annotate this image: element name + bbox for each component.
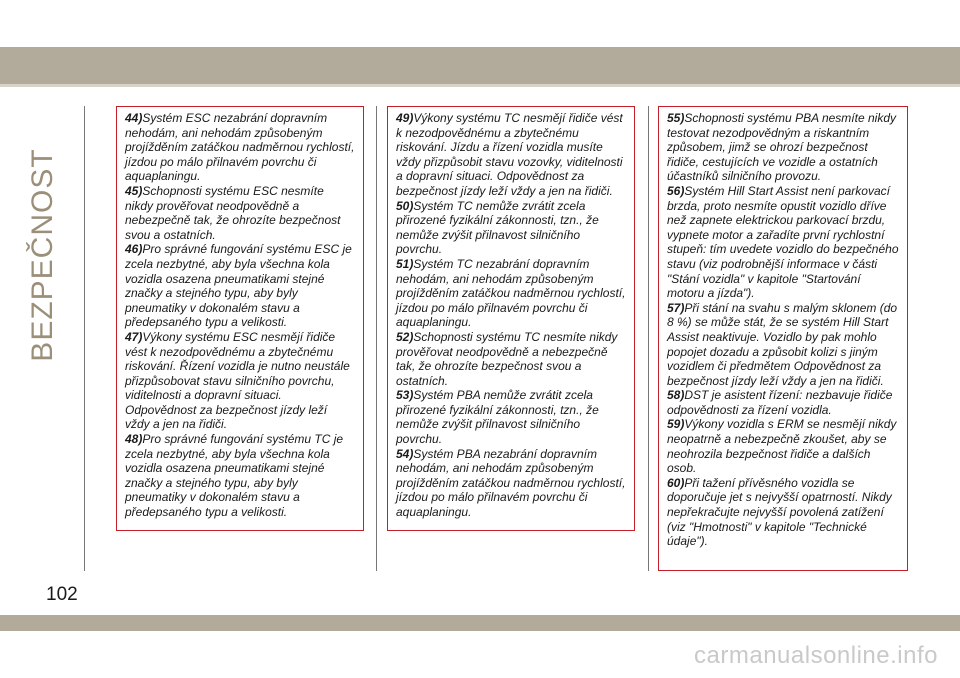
warning-paragraph — [125, 184, 355, 242]
warning-text: Při tažení přívěsného vozidla se doporučuje jet s nejvyšší opatrností. Nikdy nepřekračujte nejvyšší povolená zatížení (viz "Hmotnosti" v kapitole "Technické údaje"). — [667, 475, 892, 549]
section-title: BEZPEČNOST — [26, 148, 59, 362]
warning-text: Schopnosti systému TC nesmíte nikdy prověřovat neodpovědně a nebezpečně tak, že ohrozíte bezpečnost svou a ostatních. — [396, 329, 618, 388]
warning-number: 60) — [667, 475, 685, 490]
warning-text: Pro správné fungování systému ESC je zcela nezbytné, aby byla všechna kola vozidla osazena pneumatikami stejné značky a stejného typu, aby byly pneumatiky v dokonalém stavu a předepsaného typu a velikosti. — [125, 242, 352, 330]
warning-paragraph — [396, 388, 626, 446]
side-rule — [84, 106, 85, 571]
warning-number: 49) — [396, 111, 414, 125]
warning-number: 54) — [396, 446, 414, 461]
warning-paragraph — [125, 330, 355, 432]
warning-number: 44) — [125, 111, 143, 125]
warning-text: Systém TC nezabrání dopravním nehodám, ani nehodám způsobeným projížděním zatáčkou nadměrnou rychlostí, jízdou po málo přilnavém povrchu či aquaplaningu. — [396, 256, 626, 330]
warning-paragraph — [396, 199, 626, 257]
page-number: 102 — [46, 584, 78, 605]
warning-paragraph — [125, 432, 355, 520]
warning-paragraph — [396, 257, 626, 330]
warning-number: 46) — [125, 242, 143, 257]
warning-number: 50) — [396, 198, 414, 213]
warning-box-col3 — [658, 106, 908, 571]
column-divider — [376, 106, 377, 571]
warning-number: 55) — [667, 111, 685, 125]
warning-paragraph — [667, 417, 899, 475]
warning-paragraph — [396, 330, 626, 388]
warning-number: 57) — [667, 300, 685, 315]
warning-box-col1 — [116, 106, 364, 531]
warning-number: 53) — [396, 388, 414, 403]
warning-text: Schopnosti systému ESC nesmíte nikdy prověřovat neodpovědně a nebezpečně tak, že ohrozíte bezpečnost svou a ostatních. — [125, 183, 341, 242]
warning-text: Pro správné fungování systému TC je zcela nezbytné, aby byla všechna kola vozidla osazena pneumatikami stejné značky a stejného typu, aby byly pneumatiky v dokonalém stavu a předepsaného typu a velikosti. — [125, 432, 344, 520]
warning-text: Při stání na svahu s malým sklonem (do 8 %) se může stát, že se systém Hill Start Assist neaktivuje. Vozidlo by pak mohlo popojet dozadu a způsobit kolizi s jiným vozidlem či předmětem Odpovědnost za bezpečnost jízdy leží vždy a jen na řidiči. — [667, 300, 898, 388]
warning-paragraph — [125, 242, 355, 330]
warning-paragraph — [667, 388, 899, 417]
warning-number: 52) — [396, 329, 414, 344]
footer-band — [0, 615, 960, 631]
warning-text: Systém ESC nezabrání dopravním nehodám, ani nehodám způsobeným projížděním zatáčkou nadměrnou rychlostí, jízdou po málo přilnavém povrchu či aquaplaningu. — [125, 111, 355, 184]
warning-number: 51) — [396, 256, 414, 271]
warning-number: 48) — [125, 432, 143, 447]
column-divider — [648, 106, 649, 571]
warning-text: Výkony systému TC nesmějí řidiče vést k nezodpovědnému a zbytečnému riskování. Jízdu a řízení vozidla musíte vždy přizpůsobit stavu vozovky, viditelnosti a dopravní situaci. Odpovědnost za bezpečnost jízdy leží vždy a jen na řidiči. — [396, 111, 623, 198]
warning-number: 56) — [667, 183, 685, 198]
warning-box-col2 — [387, 106, 635, 531]
warning-text: Schopnosti systému PBA nesmíte nikdy testovat nezodpovědným a riskantním způsobem, jimž se ohrozí bezpečnost řidiče, cestujících ve vozidle a ostatních účastníků silničního provozu. — [667, 111, 896, 184]
warning-text: DST je asistent řízení: nezbavuje řidiče odpovědnosti za řízení vozidla. — [667, 388, 893, 417]
warning-text: Systém PBA nezabrání dopravním nehodám, ani nehodám způsobeným projížděním zatáčkou nadměrnou rychlostí, jízdou po málo přilnavém povrchu či aquaplaningu. — [396, 446, 626, 520]
header-band — [0, 47, 960, 87]
warning-number: 47) — [125, 329, 143, 344]
warning-paragraph — [667, 184, 899, 301]
warning-paragraph — [667, 301, 899, 389]
warning-paragraph — [396, 111, 626, 199]
warning-text: Výkony systému ESC nesmějí řidiče vést k nezodpovědnému a zbytečnému riskování. Řízení vozidla je nutno neustále přizpůsobovat stavu silničního povrchu, viditelnosti a dopravní situaci. Odpovědnost za bezpečnost jízdy leží vždy a jen na řidiči. — [125, 329, 350, 432]
warning-paragraph — [667, 476, 899, 549]
warning-paragraph — [667, 111, 899, 184]
warning-text: Systém TC nemůže zvrátit zcela přirozené fyzikální zákonnosti, tzn., že nemůže zvýšit přilnavost silničního povrchu. — [396, 198, 599, 257]
warning-text: Výkony vozidla s ERM se nesmějí nikdy neopatrně a nebezpečně zkoušet, aby se neohrozila bezpečnost řidiče a dalších osob. — [667, 417, 897, 476]
warning-number: 45) — [125, 183, 143, 198]
warning-paragraph — [125, 111, 355, 184]
warning-number: 59) — [667, 417, 685, 432]
warning-text: Systém PBA nemůže zvrátit zcela přirozené fyzikální zákonnosti, tzn., že nemůže zvýšit přilnavost silničního povrchu. — [396, 388, 599, 447]
watermark: carmanualsonline.info — [694, 642, 938, 669]
warning-number: 58) — [667, 388, 685, 403]
warning-text: Systém Hill Start Assist není parkovací brzda, proto nesmíte opustit vozidlo dříve než zapnete elektrickou parkovací brzdu, vypnete motor a zařadíte první rychlostní stupeň: tím uvedete vozidlo do bezpečného stavu (viz podrobnější informace v části "Stání vozidla" v kapitole "Startování motoru a jízda"). — [667, 183, 899, 301]
warning-paragraph — [396, 447, 626, 520]
